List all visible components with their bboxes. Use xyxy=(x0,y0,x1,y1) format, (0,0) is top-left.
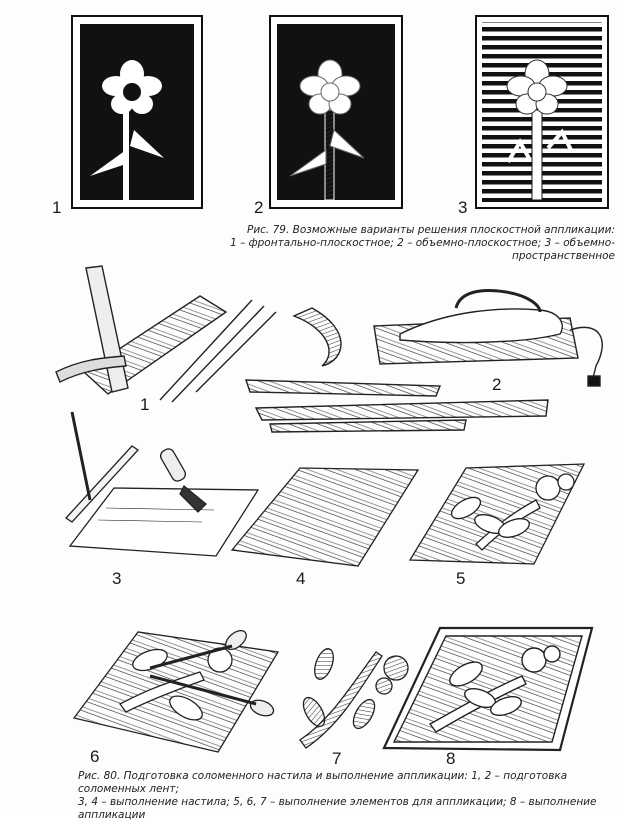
fig80-label-1: 1 xyxy=(140,395,150,414)
fig80-step-4-straw-mat xyxy=(232,468,418,566)
fig79-panel-3 xyxy=(476,16,608,208)
fig80-step-3-gluing xyxy=(66,412,258,556)
figure-80-caption-line-1: Рис. 80. Подготовка соломенного настила и выполнение аппликации: 1, 2 – подготовка соломенных лент; xyxy=(78,770,568,795)
fig80-label-7: 7 xyxy=(332,749,342,768)
fig80-step-8-finished xyxy=(384,628,592,750)
fig80-label-5: 5 xyxy=(456,569,466,588)
fig80-label-6: 6 xyxy=(90,747,100,766)
fig79-label-2: 2 xyxy=(254,198,264,217)
figure-79-caption xyxy=(165,224,615,263)
figure-80-caption-line-2: 3, 4 – выполнение настила; 5, 6, 7 – выполнение элементов для аппликации; 8 – выполнение аппликации xyxy=(78,796,597,821)
fig80-step-2-ironing-straw xyxy=(246,291,602,432)
fig80-label-4: 4 xyxy=(296,569,306,588)
fig79-panel-2 xyxy=(270,16,402,208)
fig80-label-3: 3 xyxy=(112,569,122,588)
figure-79-caption-line-2: 1 – фронтально-плоскостное; 2 – объемно-плоскостное; 3 – объемно-пространственное xyxy=(230,237,615,262)
fig79-label-3: 3 xyxy=(458,198,468,217)
fig79-panel-1 xyxy=(72,16,202,208)
figure-80-caption xyxy=(78,770,618,822)
fig80-step-1-splitting-straw xyxy=(56,266,276,402)
fig80-label-8: 8 xyxy=(446,749,456,768)
fig80-step-5-marking-motif xyxy=(410,464,584,564)
fig80-step-6-cutting xyxy=(74,627,278,752)
fig79-label-1: 1 xyxy=(52,198,62,217)
fig80-label-2: 2 xyxy=(492,375,502,394)
figure-79-caption-line-1: Рис. 79. Возможные варианты решения плоскостной аппликации: xyxy=(247,224,615,236)
